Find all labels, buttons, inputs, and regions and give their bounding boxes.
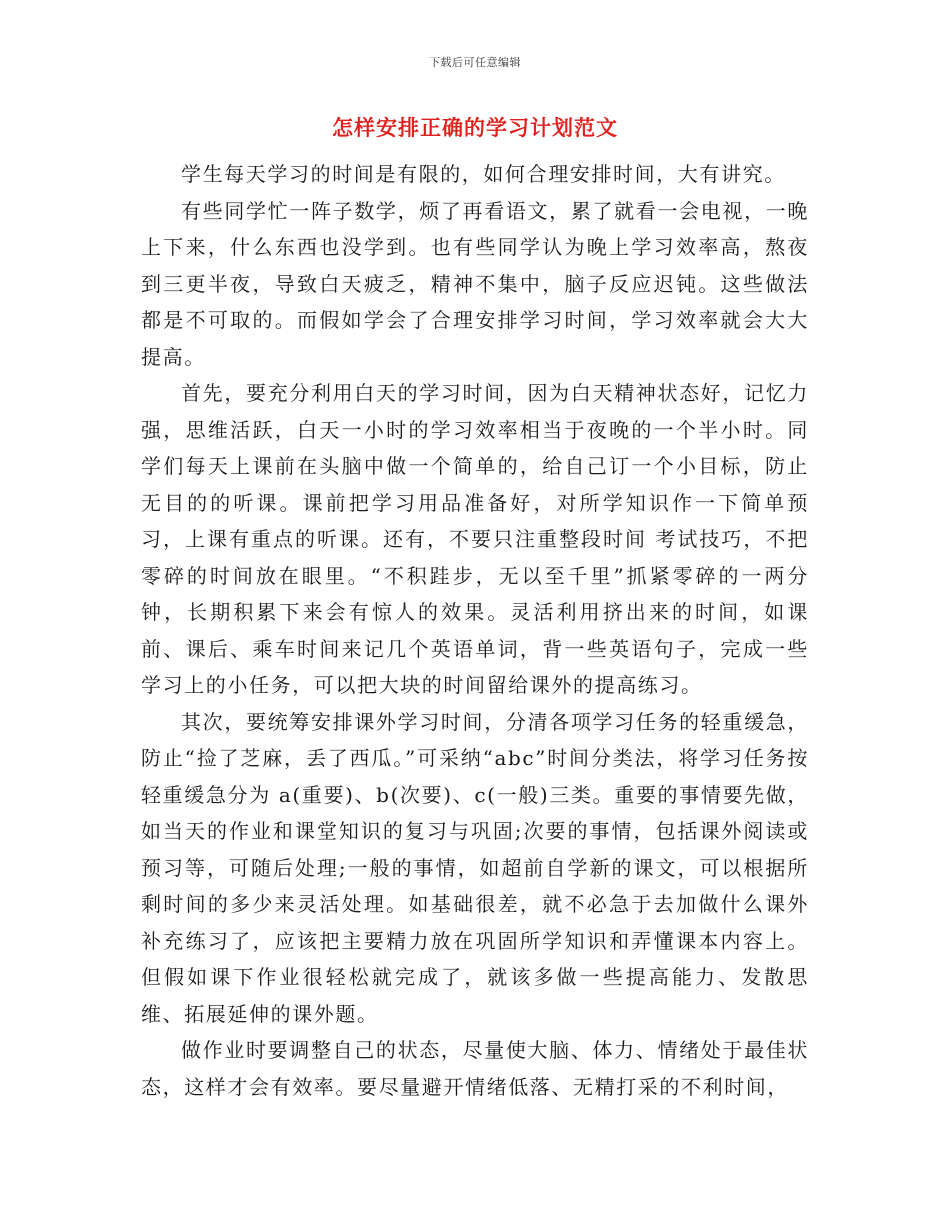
document-title: 怎样安排正确的学习计划范文: [332, 115, 618, 140]
paragraph-intro: 学生每天学习的时间是有限的，如何合理安排时间，大有讲究。: [181, 162, 786, 186]
paragraph-first: 首先，要充分利用白天的学习时间，因为白天精神状态好，记忆力强，思维活跃，白天一小时的学习效率相当于夜晚的一个半小时。同学们每天上课前在头脑中做一个简单的，给自己订一个小目标，防止无目的的听课。课前把学习用品准备好，对所学知识作一下简单预习，上课有重点的听课。还有，不要只注重整段时间 考试技巧，不把零碎的时间放在眼里。“不积跬步，无以至千里”抓紧零碎的一两分钟，长期积累下来会有惊人的效果。灵活利用挤出来的时间，如课前、课后、乘车时间来记几个英语单词，背一些英语句子，完成一些学习上的小任务，可以把大块的时间留给课外的提高练习。: [141, 381, 809, 697]
paragraph-problem: 有些同学忙一阵子数学，烦了再看语文，累了就看一会电视，一晚上下来，什么东西也没学到。也有些同学认为晚上学习效率高，熬夜到三更半夜，导致白天疲乏，精神不集中，脑子反应迟钝。这些做法都是不可取的。而假如学会了合理安排学习时间，学习效率就会大大提高。: [141, 198, 809, 369]
document-body: [141, 156, 809, 1105]
paragraph-third: 做作业时要调整自己的状态，尽量使大脑、体力、情绪处于最佳状态，这样才会有效率。要尽量避开情绪低落、无精打采的不利时间，: [141, 1038, 809, 1099]
paragraph-second: 其次，要统筹安排课外学习时间，分清各项学习任务的轻重缓急，防止“捡了芝麻，丢了西瓜。”可采纳“abc”时间分类法，将学习任务按轻重缓急分为 a(重要)、b(次要)、c(一般)三类。重要的事情要先做，如当天的作业和课堂知识的复习与巩固;次要的事情，包括课外阅读或预习等，可随后处理;一般的事情，如超前自学新的课文，可以根据所剩时间的多少来灵活处理。如基础很差，就不必急于去加做什么课外补充练习了，应该把主要精力放在巩固所学知识和弄懂课本内容上。但假如课下作业很轻松就完成了，就该多做一些提高能力、发散思维、拓展延伸的课外题。: [141, 709, 809, 1026]
page-header-note: 下载后可任意编辑: [429, 56, 521, 69]
